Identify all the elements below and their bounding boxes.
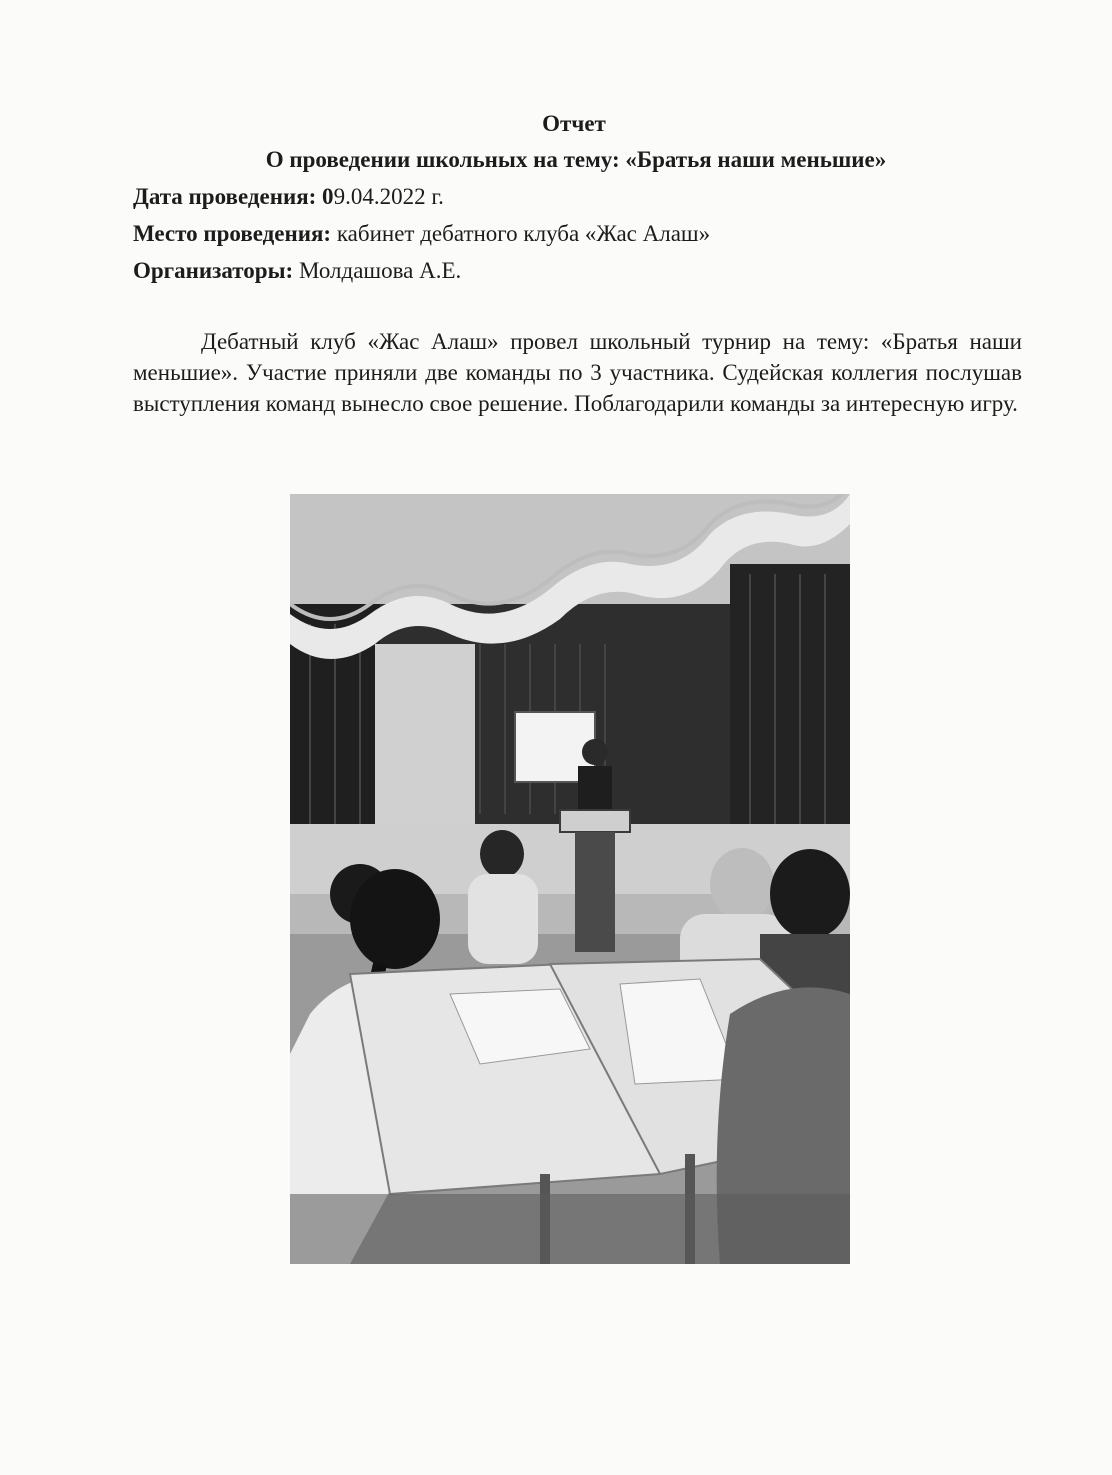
date-line [133,184,444,210]
debate-tournament-photo [290,494,850,1264]
organizers-value: Молдашова А.Е. [293,258,462,283]
organizers-label: Организаторы: [133,258,294,283]
place-line [133,221,710,247]
date-label: Дата проведения: 0 [133,184,334,209]
organizers-line [133,258,461,284]
date-value: 9.04.2022 г. [333,184,444,209]
place-value: кабинет дебатного клуба «Жас Алаш» [331,221,711,246]
report-subtitle: О проведении школьных на тему: «Братья наши меньшие» [265,147,887,172]
report-body: Дебатный клуб «Жас Алаш» провел школьный турнир на тему: «Братья наши меньшие». Участие приняли две команды по 3 участника. Судейская коллегия послушав выступления команд вынесло свое решение. Поблагодарили команды за интересную игру. [133,329,1022,416]
report-title: Отчет [542,111,606,136]
place-label: Место проведения: [133,221,332,246]
